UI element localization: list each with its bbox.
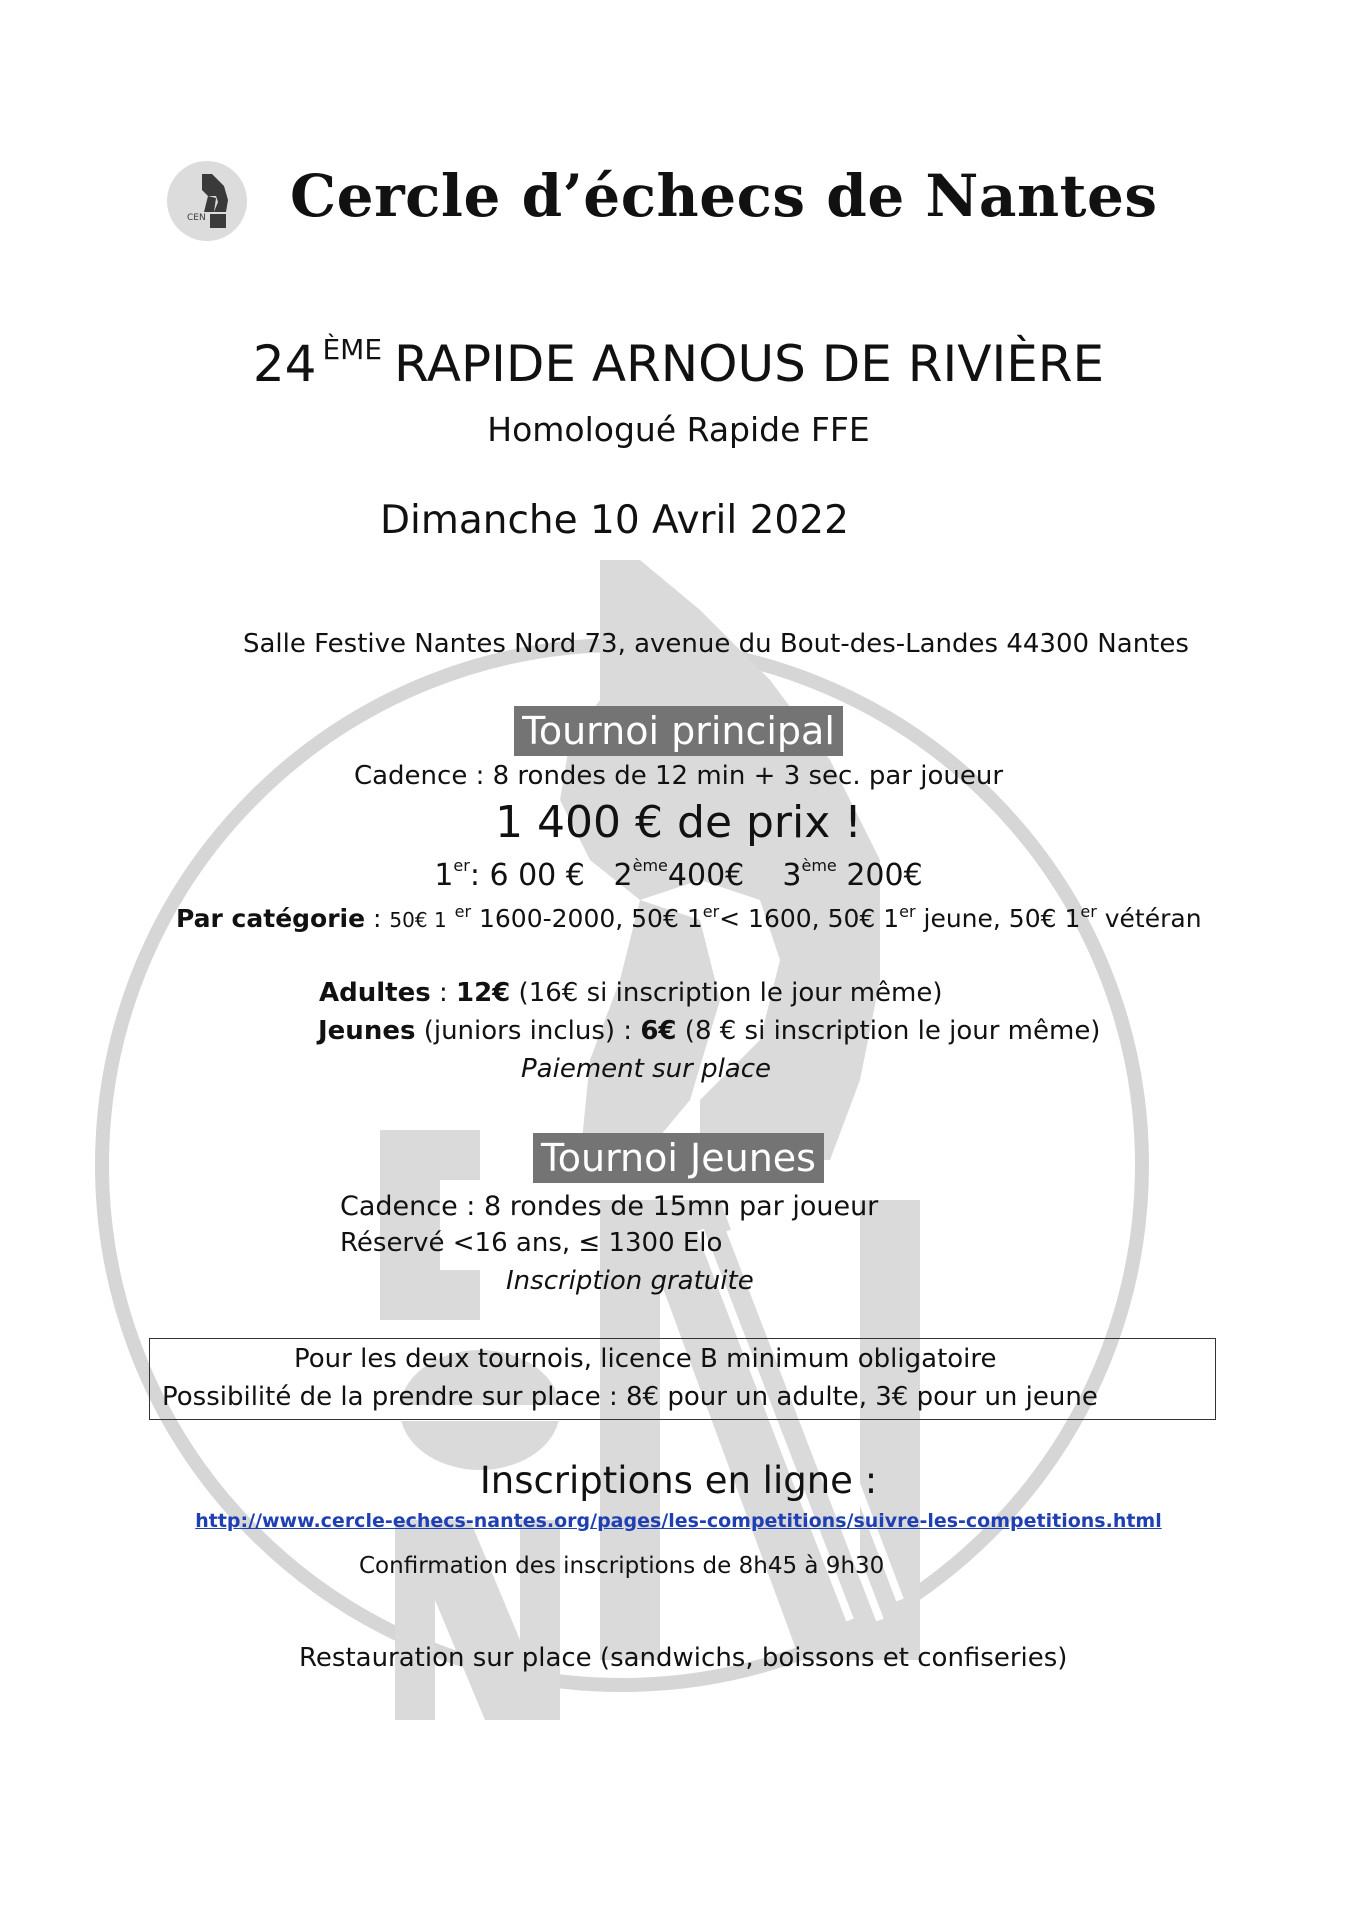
license-line-1: Pour les deux tournois, licence B minimum obligatoire <box>294 1344 997 1374</box>
event-name: RAPIDE ARNOUS DE RIVIÈRE <box>394 335 1105 393</box>
prize-list <box>0 858 1357 893</box>
youth-tournament-banner: Tournoi Jeunes <box>533 1133 824 1183</box>
restauration-note: Restauration sur place (sandwichs, boissons et confiseries) <box>299 1643 1068 1673</box>
logo-text: CEN <box>187 213 206 223</box>
club-logo-icon <box>166 160 248 242</box>
category-prizes: Par catégorie : 50€ 1 $^{er}$ 1600-2000, 50€ 1er< 1600, 50€ 1er jeune, 50€ 1er vétéran <box>176 902 1202 933</box>
payment-note: Paiement sur place <box>521 1054 772 1084</box>
main-cadence: Cadence : 8 rondes de 12 min + 3 sec. par joueur <box>353 761 1004 791</box>
registration-link[interactable]: http://www.cercle-echecs-nantes.org/pages/les-competitions/suivre-les-competitions.html <box>195 1510 1162 1532</box>
category-label: Par catégorie <box>176 904 366 933</box>
prize-first: 1er: 6 00 € <box>434 856 585 893</box>
online-heading: Inscriptions en ligne : <box>479 1459 878 1502</box>
youth-free: Inscription gratuite <box>506 1266 754 1296</box>
adult-fee: Adultes : 12€ (16€ si inscription le jour même) <box>319 978 943 1008</box>
event-title <box>0 335 1357 393</box>
confirmation-hours: Confirmation des inscriptions de 8h45 à 9h30 <box>359 1553 885 1579</box>
main-tournament-banner-wrap <box>0 706 1357 756</box>
event-subtitle: Homologué Rapide FFE <box>487 410 870 449</box>
prize-second: 2ème400€ <box>613 856 745 893</box>
event-date: Dimanche 10 Avril 2022 <box>380 498 849 543</box>
license-line-2: Possibilité de la prendre sur place : 8€ pour un adulte, 3€ pour un jeune <box>162 1382 1098 1412</box>
main-tournament-banner: Tournoi principal <box>514 706 843 756</box>
event-number: 24 <box>252 335 317 393</box>
event-number-suffix: ÈME <box>322 333 383 366</box>
event-venue: Salle Festive Nantes Nord 73, avenue du Bout-des-Landes 44300 Nantes <box>243 629 1189 659</box>
youth-reserved: Réservé <16 ans, ≤ 1300 Elo <box>340 1228 723 1258</box>
youth-tournament-banner-wrap <box>0 1133 1357 1183</box>
club-name: Cercle d’échecs de Nantes <box>290 162 1158 230</box>
prize-total: 1 400 € de prix ! <box>495 797 862 848</box>
license-box <box>149 1338 1216 1420</box>
youth-fee: Jeunes (juniors inclus) : 6€ (8 € si inscription le jour même) <box>318 1016 1101 1046</box>
youth-cadence: Cadence : 8 rondes de 15mn par joueur <box>340 1191 879 1222</box>
prize-third: 3ème 200€ <box>782 856 923 893</box>
